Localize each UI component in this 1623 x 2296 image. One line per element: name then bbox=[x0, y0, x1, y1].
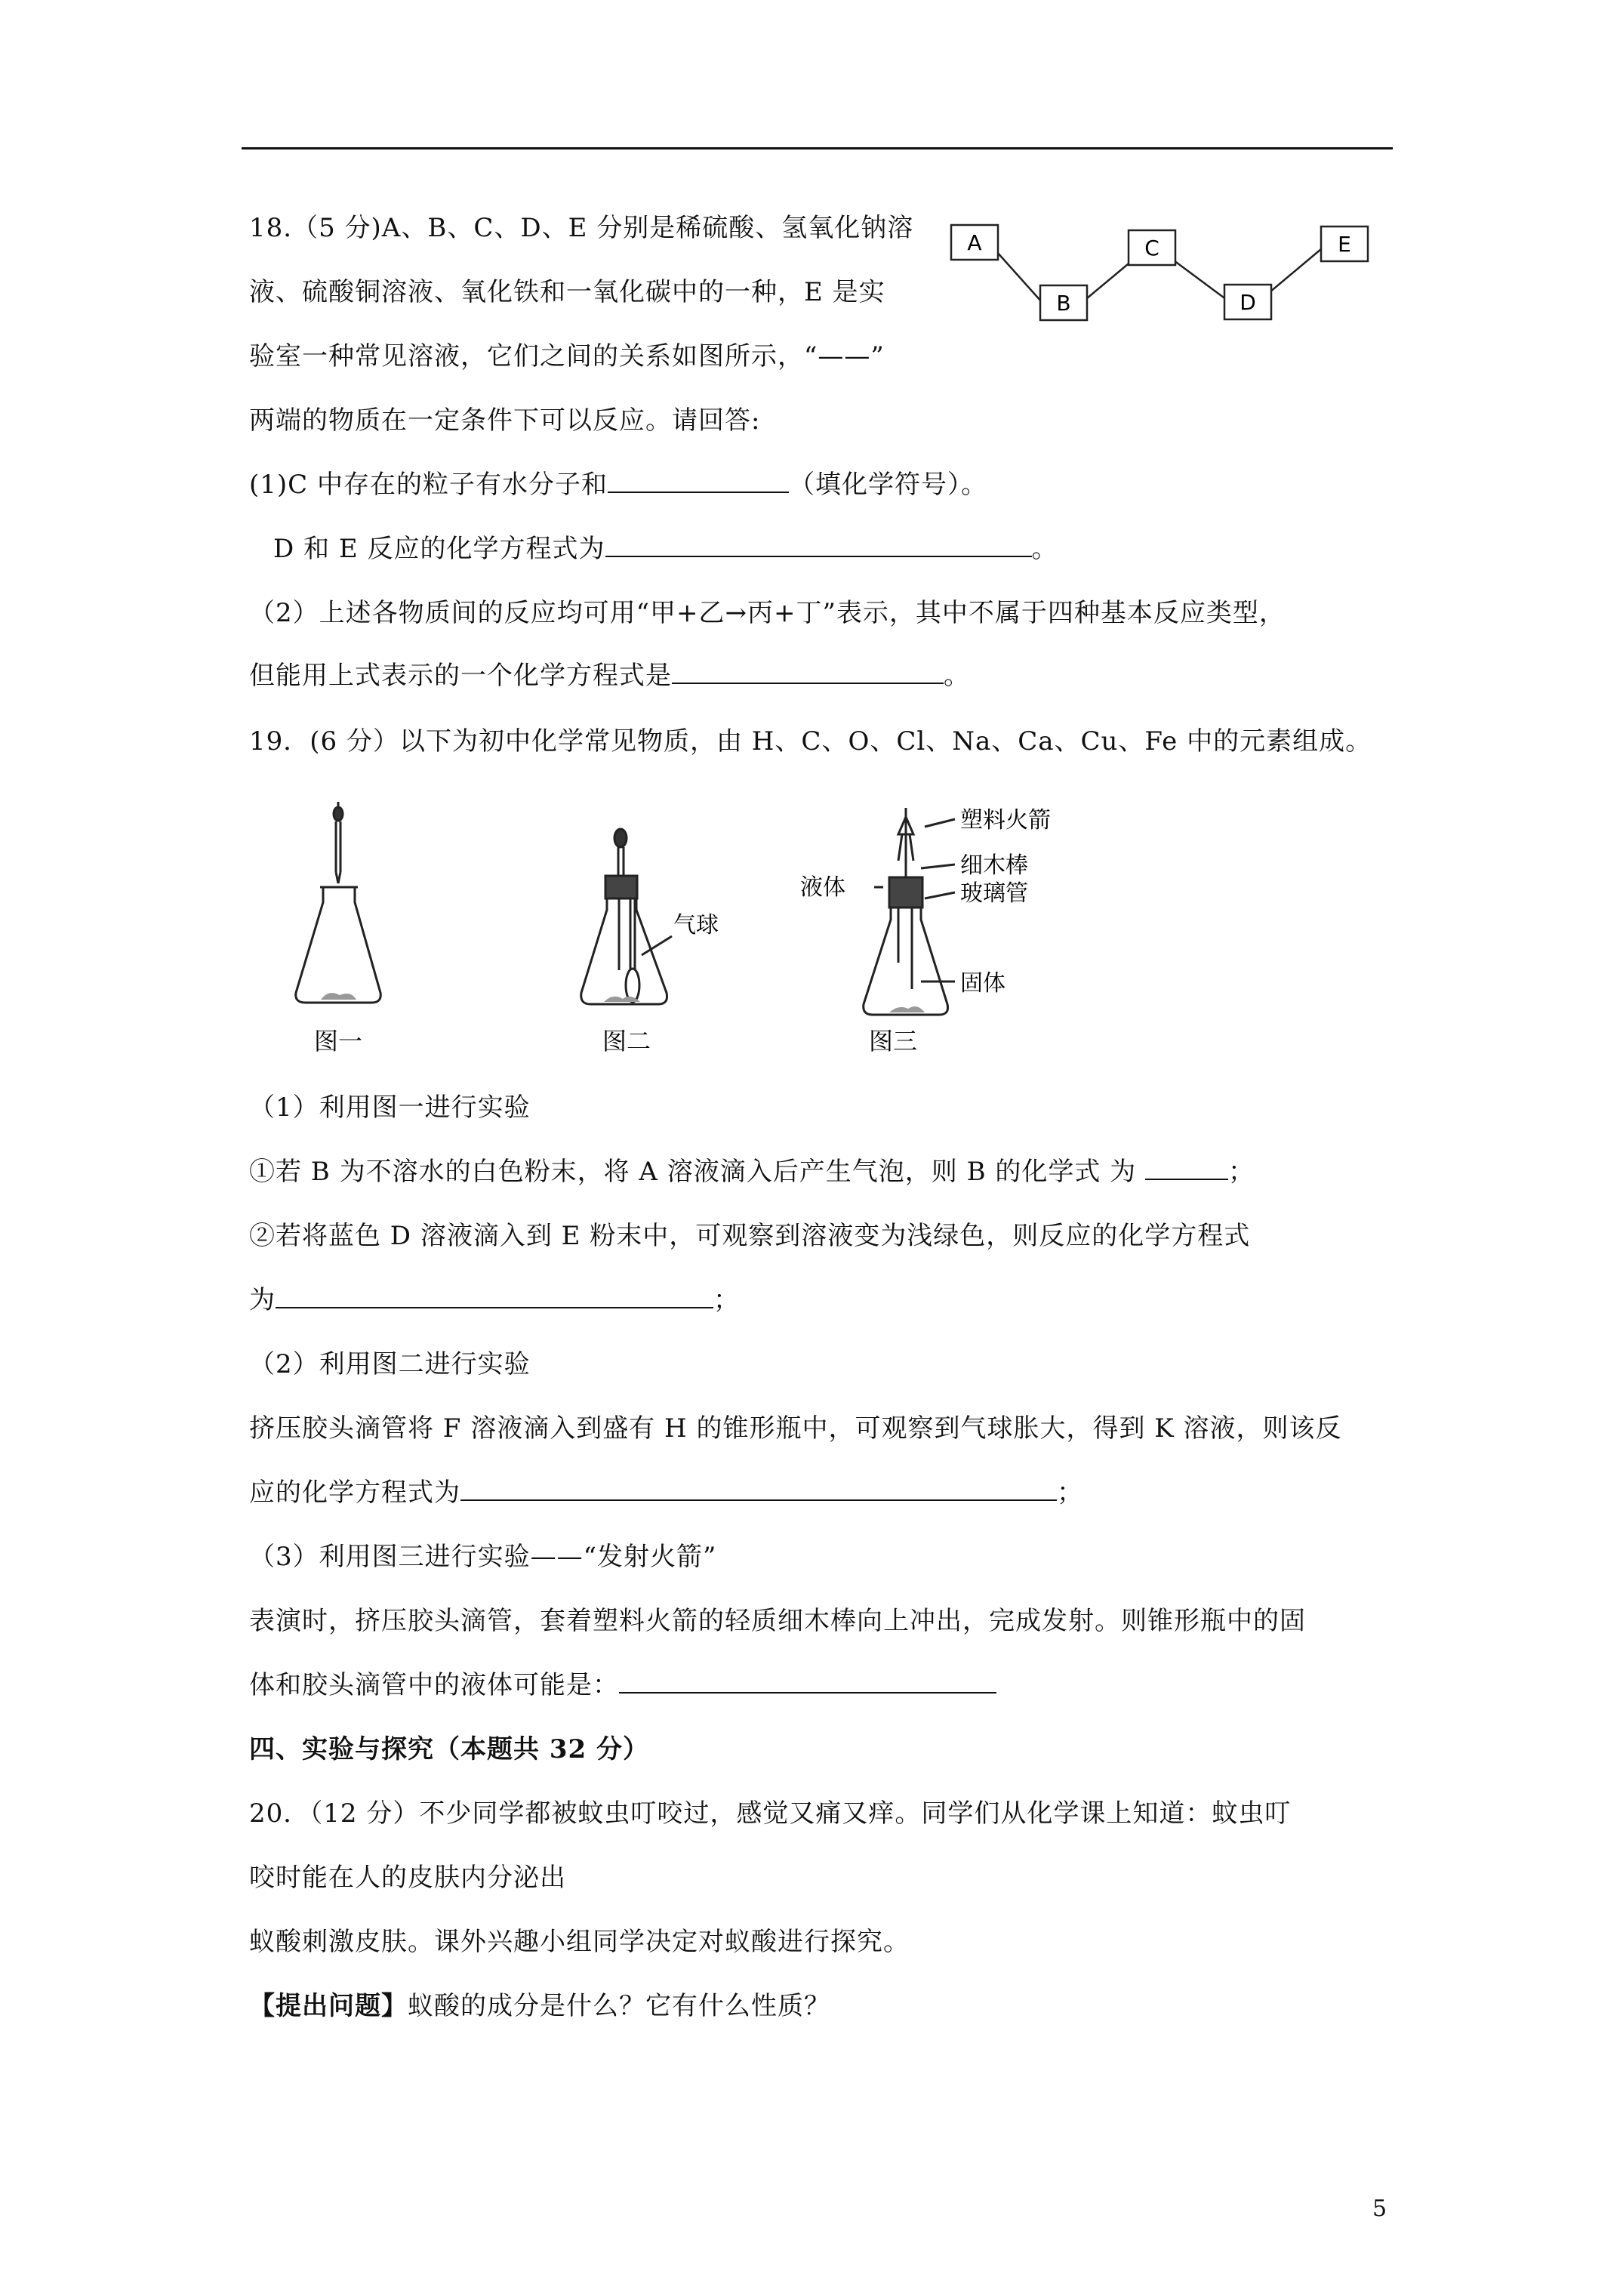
box-d bbox=[1224, 285, 1271, 319]
question-label: 【提出问题】 bbox=[249, 1991, 408, 2021]
box-c bbox=[1129, 230, 1175, 265]
q19-section1-b: ②若将蓝色 D 溶液滴入到 E 粉末中，可观察到溶液变为浅绿色，则反应的化学方程式 bbox=[249, 1221, 1251, 1251]
q18-line1: 18.（5 分)A、B、C、D、E 分别是稀硫酸、氢氧化钠溶 bbox=[249, 213, 914, 243]
box-a bbox=[951, 225, 998, 260]
relation-diagram bbox=[944, 215, 1397, 351]
q19-section2-b: 应的化学方程式为 ； bbox=[249, 1478, 1083, 1508]
q19-section2-a: 挤压胶头滴管将 F 溶液滴入到盛有 H 的锥形瓶中，可观察到气球胀大，得到 K 溶液，则该反 bbox=[249, 1413, 1342, 1444]
svg-text:C: C bbox=[1144, 236, 1160, 260]
q19-section3-a: 表演时，挤压胶头滴管，套着塑料火箭的轻质细木棒向上冲出，完成发射。则锥形瓶中的固 bbox=[249, 1606, 1306, 1636]
liquid-label: 液体 bbox=[800, 874, 845, 901]
answer-blank[interactable] bbox=[276, 1284, 713, 1308]
figure-2-caption: 图二 bbox=[602, 1027, 651, 1056]
q18-line3: 验室一种常见溶液，它们之间的关系如图所示，“——” bbox=[249, 341, 885, 371]
q18-line2: 液、硫酸铜溶液、氧化铁和一氧化碳中的一种，E 是实 bbox=[249, 277, 885, 307]
rocket-label: 塑料火箭 bbox=[960, 807, 1051, 834]
svg-text:B: B bbox=[1056, 291, 1071, 316]
q18-part2-line1: （2）上述各物质间的反应均可用“甲+乙→丙+丁”表示，其中不属于四种基本反应类型， bbox=[249, 598, 1286, 628]
q19-section1-title: （1）利用图一进行实验 bbox=[249, 1093, 531, 1123]
svg-text:E: E bbox=[1338, 232, 1351, 257]
q18-part1: (1)C 中存在的粒子有水分子和 （填化学符号）。 bbox=[249, 470, 987, 500]
q19-section1-a: ①若 B 为不溶水的白色粉末，将 A 溶液滴入后产生气泡，则 B 的化学式 为 ； bbox=[249, 1157, 1255, 1187]
answer-blank[interactable] bbox=[619, 1669, 996, 1693]
svg-text:A: A bbox=[967, 230, 982, 255]
balloon-label: 气球 bbox=[673, 912, 719, 938]
q18-part2-line2: 但能用上式表示的一个化学方程式是 。 bbox=[249, 661, 970, 691]
answer-blank[interactable] bbox=[1145, 1156, 1228, 1180]
figure-3-caption: 图三 bbox=[868, 1027, 918, 1056]
answer-blank[interactable] bbox=[672, 660, 944, 684]
figure-2-flask bbox=[559, 819, 755, 1068]
header-rule bbox=[242, 147, 1393, 149]
svg-text:D: D bbox=[1240, 290, 1256, 315]
q18-part1-equation: D 和 E 反应的化学方程式为 。 bbox=[273, 534, 1058, 564]
q19-intro: 19．(6 分）以下为初中化学常见物质，由 H、C、O、Cl、Na、Ca、Cu、Fe 中的元素组成。 bbox=[249, 726, 1372, 757]
answer-blank[interactable] bbox=[608, 469, 789, 493]
page-number: 5 bbox=[1372, 2196, 1387, 2222]
section4-heading: 四、实验与探究（本题共 32 分） bbox=[249, 1734, 649, 1764]
figure-1-flask bbox=[287, 800, 438, 1065]
q20-line1: 20．（12 分）不少同学都被蚊虫叮咬过，感觉又痛又痒。同学们从化学课上知道：蚊虫叮 bbox=[249, 1798, 1292, 1829]
box-e bbox=[1321, 227, 1368, 261]
q20-question: 【提出问题】蚁酸的成分是什么？它有什么性质？ bbox=[249, 1991, 830, 2021]
q18-line4: 两端的物质在一定条件下可以反应。请回答: bbox=[249, 405, 761, 436]
figure-1-caption: 图一 bbox=[313, 1027, 363, 1056]
q19-section1-c: 为 ； bbox=[249, 1285, 740, 1315]
answer-blank[interactable] bbox=[605, 533, 1032, 557]
q19-section3-title: （3）利用图三进行实验——“发射火箭” bbox=[249, 1542, 717, 1572]
stick-label: 细木棒 bbox=[960, 852, 1028, 879]
q19-section2-title: （2）利用图二进行实验 bbox=[249, 1349, 531, 1379]
answer-blank[interactable] bbox=[460, 1477, 1057, 1501]
box-b bbox=[1040, 285, 1087, 320]
tube-label: 玻璃管 bbox=[960, 880, 1028, 907]
q20-line3: 蚁酸刺激皮肤。课外兴趣小组同学决定对蚁酸进行探究。 bbox=[249, 1927, 910, 1957]
solid-label: 固体 bbox=[960, 970, 1006, 997]
q20-line2: 咬时能在人的皮肤内分泌出 bbox=[249, 1863, 566, 1893]
q19-section3-b: 体和胶头滴管中的液体可能是： bbox=[249, 1669, 996, 1702]
figure-3-flask bbox=[800, 800, 1087, 1065]
